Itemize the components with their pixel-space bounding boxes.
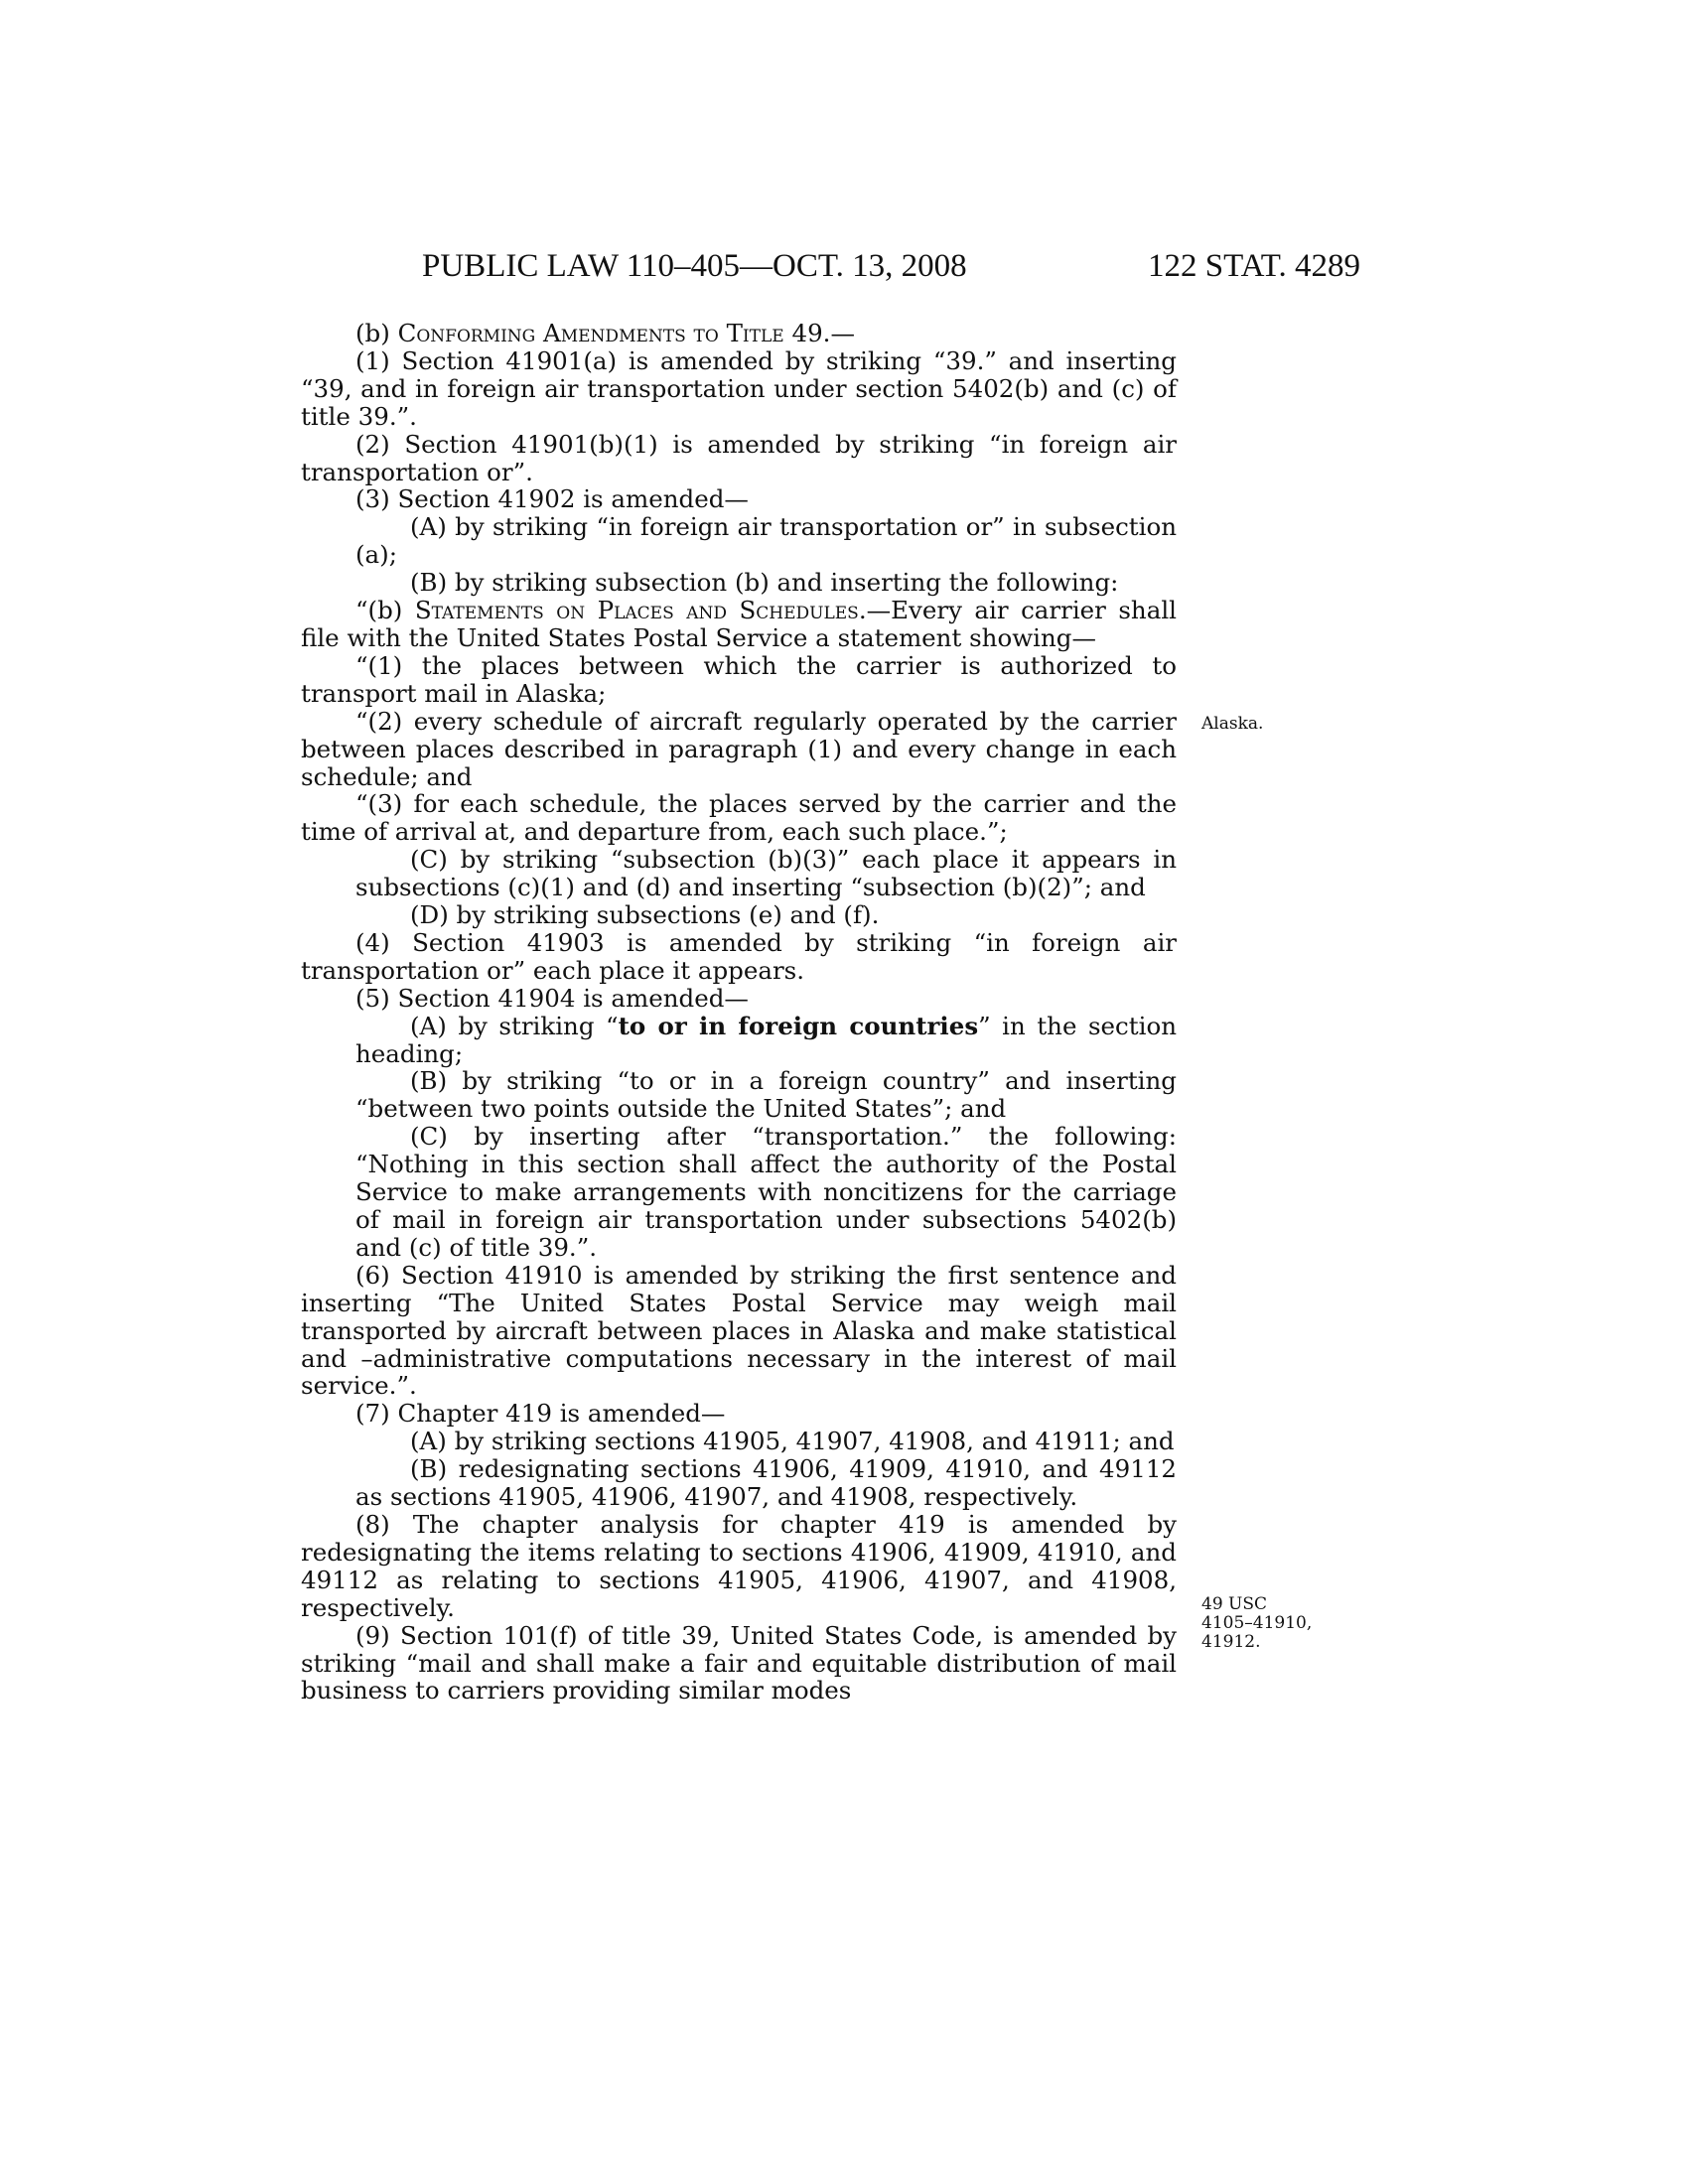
quoted-paragraph-2: “(2) every schedule of aircraft regularly operated by the carrier between places described in paragraph (1) and every change in each schedule; and: [301, 706, 1177, 791]
paragraph-3-A: (A) by striking “in foreign air transportation or” in subsection (a);: [355, 512, 1177, 570]
paragraph-3-C: (C) by striking “subsection (b)(3)” each place it appears in subsections (c)(1) and (d) and inserting “subsection (b)(2)”; and: [355, 845, 1177, 902]
margin-note-alaska: Alaska.: [1201, 714, 1264, 734]
paragraph-5-B: (B) by striking “to or in a foreign country” and inserting “between two points outside the United States”; and: [355, 1066, 1177, 1124]
paragraph-5: (5) Section 41904 is amended—: [355, 983, 749, 1013]
paragraph-7-A: (A) by striking sections 41905, 41907, 41908, and 41911; and: [410, 1427, 1175, 1456]
paragraph-2: (2) Section 41901(b)(1) is amended by striking “in foreign air transportation or”.: [301, 429, 1177, 486]
quoted-paragraph-3: “(3) for each schedule, the places served by the carrier and the time of arrival at, and departure from, each such place.”;: [301, 789, 1177, 847]
paragraph-4: (4) Section 41903 is amended by striking “in foreign air transportation or” each place it appears.: [301, 927, 1177, 985]
paragraph-7-B: (B) redesignating sections 41906, 41909, 41910, and 49112 as sections 41905, 41906, 41907, and 41908, respectively.: [355, 1454, 1177, 1512]
header-stat-citation: 122 STAT. 4289: [1148, 248, 1361, 284]
margin-note-usc-line-1: 49 USC: [1201, 1594, 1268, 1614]
paragraph-5-A: (A) by striking “to or in foreign countries” in the section heading;: [355, 1011, 1177, 1068]
paragraph-1: (1) Section 41901(a) is amended by striking “39.” and inserting “39, and in foreign air transportation under section 5402(b) and (c) of title 39.”.: [301, 345, 1177, 431]
paragraph-5-C: (C) by inserting after “transportation.” the following: “Nothing in this section shall affect the authority of the Postal Service to make arrangements with noncitizens for the carriage of mail in foreign air transportation under subsections 5402(b) and (c) of title 39.”.: [355, 1122, 1177, 1262]
quoted-subsection-b: “(b) Statements on Places and Schedules.—Every air carrier shall file with the United States Postal Service a statement showing—: [301, 596, 1177, 652]
margin-note-usc: [1201, 1595, 1312, 1652]
margin-note-usc-line-3: 41912.: [1201, 1632, 1261, 1652]
subsection-b-heading: (b) Conforming Amendments to Title 49.—: [355, 319, 855, 347]
paragraph-8: (8) The chapter analysis for chapter 419 is amended by redesignating the items relating to sections 41906, 41909, 41910, and 49112 as relating to sections 41905, 41906, 41907, and 41908, respectively.: [301, 1509, 1177, 1622]
header-title: PUBLIC LAW 110–405—OCT. 13, 2008: [422, 248, 967, 284]
paragraph-3-D: (D) by striking subsections (e) and (f).: [410, 900, 880, 930]
paragraph-3: (3) Section 41902 is amended—: [355, 484, 749, 514]
paragraph-9: (9) Section 101(f) of title 39, United States Code, is amended by striking “mail and shall make a fair and equitable distribution of mail business to carriers providing similar modes: [301, 1620, 1177, 1706]
quoted-paragraph-1: “(1) the places between which the carrier is authorized to transport mail in Alaska;: [301, 650, 1177, 708]
paragraph-7: (7) Chapter 419 is amended—: [355, 1399, 726, 1429]
running-header: [0, 248, 1688, 288]
document-body: [301, 320, 1177, 1705]
paragraph-6: (6) Section 41910 is amended by striking the first sentence and inserting “The United States Postal Service may weigh mail transported by aircraft between places in Alaska and make statistical and –administrative computations necessary in the interest of mail service.”.: [301, 1260, 1177, 1401]
paragraph-3-B: (B) by striking subsection (b) and inserting the following:: [410, 568, 1119, 598]
margin-note-usc-line-2: 4105–41910,: [1201, 1613, 1313, 1633]
